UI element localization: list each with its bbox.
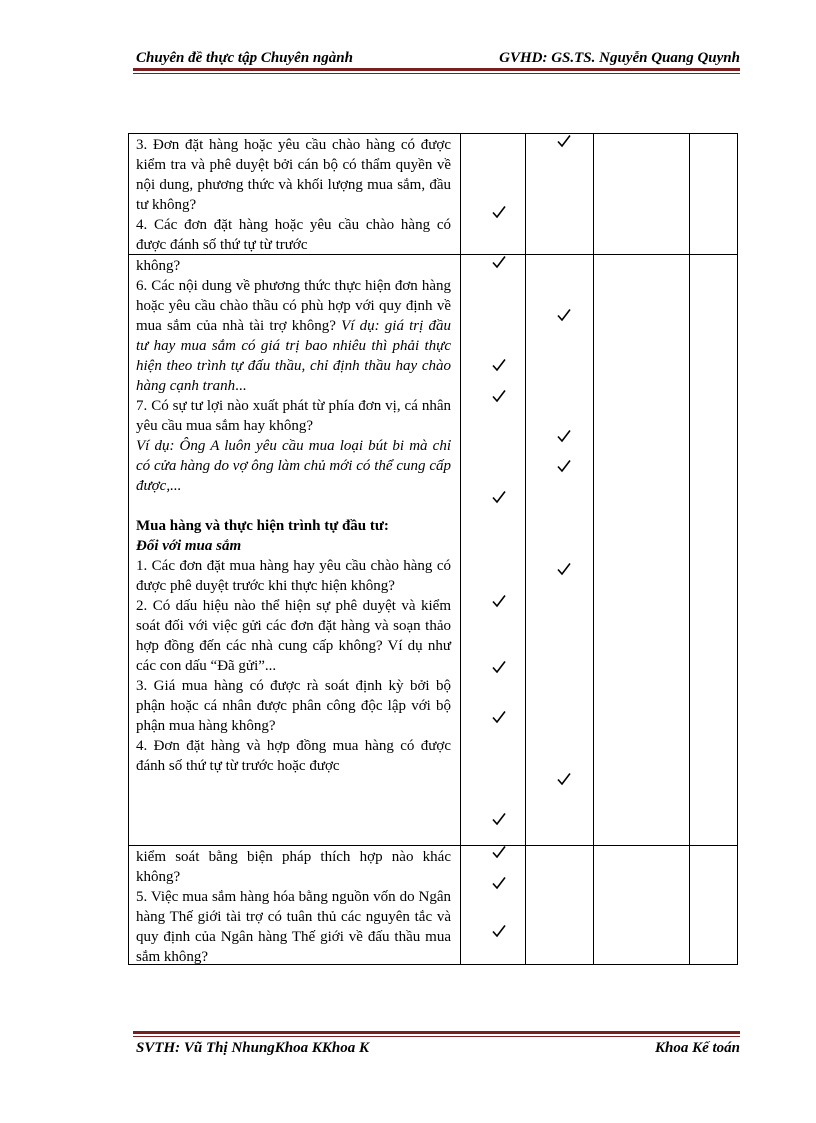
- header-rule-thick: [133, 68, 740, 71]
- purchase-question-4-continued: kiểm soát bằng biện pháp thích hợp nào khác không?: [136, 849, 451, 885]
- question-3-procurement-approval: 3. Đơn đặt hàng hoặc yêu cầu chào hàng có được kiểm tra và phê duyệt bởi cán bộ có thẩm quyền về nội dung, phương thức và khối lượng mua sắm, đầu tư không?: [136, 137, 451, 213]
- check-mark-icon: [492, 812, 506, 826]
- table-row-1-text: [136, 135, 451, 255]
- question-4-continued: không?: [136, 258, 181, 274]
- check-mark-icon: [492, 845, 506, 859]
- question-6-bidding-compliance: [136, 276, 451, 396]
- check-mark-icon: [492, 594, 506, 608]
- check-mark-icon: [557, 134, 571, 148]
- question-7-self-interest: 7. Có sự tư lợi nào xuất phát từ phía đơn vị, cá nhân yêu cầu mua sắm hay không?: [136, 398, 451, 434]
- check-mark-icon: [492, 660, 506, 674]
- purchase-question-4: 4. Đơn đặt hàng và hợp đồng mua hàng có được đánh số thứ tự từ trước hoặc được: [136, 738, 451, 774]
- page-footer: [133, 1040, 740, 1058]
- header-report-title: Chuyên đề thực tập Chuyên ngành: [136, 50, 353, 66]
- table-row-3-text: [136, 847, 451, 967]
- check-mark-icon: [557, 308, 571, 322]
- purchase-question-2: 2. Có dấu hiệu nào thể hiện sự phê duyệt và kiểm soát đối với việc gửi các đơn đặt hàng và soạn thảo hợp đồng đến các nhà cung cấp không? Ví dụ như các con dấu “Đã gửi”...: [136, 598, 451, 674]
- check-mark-icon: [557, 562, 571, 576]
- check-mark-icon: [492, 876, 506, 890]
- question-6-ellipsis: ...: [235, 378, 247, 394]
- row-divider: [129, 845, 737, 846]
- checklist-table: [128, 133, 738, 965]
- footer-rule-thick: [133, 1031, 740, 1034]
- check-mark-icon: [492, 924, 506, 938]
- check-mark-icon: [492, 710, 506, 724]
- purchase-question-3: 3. Giá mua hàng có được rà soát định kỳ bởi bộ phận hoặc cá nhân được phân công độc lập với bộ phận mua hàng không?: [136, 678, 451, 734]
- column-divider: [689, 134, 690, 964]
- check-mark-icon: [492, 389, 506, 403]
- check-mark-icon: [492, 490, 506, 504]
- header-rule-thin: [133, 73, 740, 74]
- check-mark-icon: [557, 459, 571, 473]
- section-title-purchasing: Mua hàng và thực hiện trình tự đầu tư:: [136, 518, 389, 534]
- footer-department: Khoa Kế toán: [654, 1040, 740, 1056]
- page-header: [133, 50, 740, 66]
- check-mark-icon: [492, 255, 506, 269]
- header-supervisor: GVHD: GS.TS. Nguyễn Quang Quynh: [499, 50, 740, 66]
- question-6-example: Ví dụ: giá trị đầu tư hay mua sắm có giá trị bao nhiêu thì phải thực hiện theo trình tự đấu thầu, chỉ định thầu hay chào hàng cạnh tranh: [136, 318, 451, 394]
- check-mark-icon: [492, 358, 506, 372]
- footer-rule-thin: [133, 1036, 740, 1037]
- blank-line: [136, 496, 451, 516]
- purchase-question-5-world-bank: 5. Việc mua sắm hàng hóa bằng nguồn vốn do Ngân hàng Thế giới tài trợ có tuân thủ các nguyên tắc và quy định của Ngân hàng Thế giới về đấu thầu mua sắm không?: [136, 889, 451, 965]
- subsection-title-procurement: Đối với mua sắm: [136, 538, 242, 554]
- check-mark-icon: [557, 772, 571, 786]
- check-mark-icon: [557, 429, 571, 443]
- question-6-text: 6. Các nội dung về phương thức thực hiện đơn hàng hoặc yêu cầu chào thầu có phù hợp với quy định về mua sắm của nhà tài trợ không?: [136, 278, 451, 334]
- table-row-2-text: [136, 256, 451, 776]
- column-divider: [460, 134, 461, 964]
- question-4-order-numbering: 4. Các đơn đặt hàng hoặc yêu cầu chào hàng có được đánh số thứ tự từ trước: [136, 217, 451, 253]
- column-divider: [525, 134, 526, 964]
- purchase-question-1: 1. Các đơn đặt mua hàng hay yêu cầu chào hàng có được phê duyệt trước khi thực hiện không?: [136, 558, 451, 594]
- question-7-example: Ví dụ: Ông A luôn yêu cầu mua loại bút bi mà chỉ có cửa hàng do vợ ông làm chủ mới có thể cung cấp được,...: [136, 438, 451, 494]
- column-divider: [593, 134, 594, 964]
- check-mark-icon: [492, 205, 506, 219]
- footer-student: SVTH: Vũ Thị NhungKhoa KKhoa K: [136, 1040, 370, 1056]
